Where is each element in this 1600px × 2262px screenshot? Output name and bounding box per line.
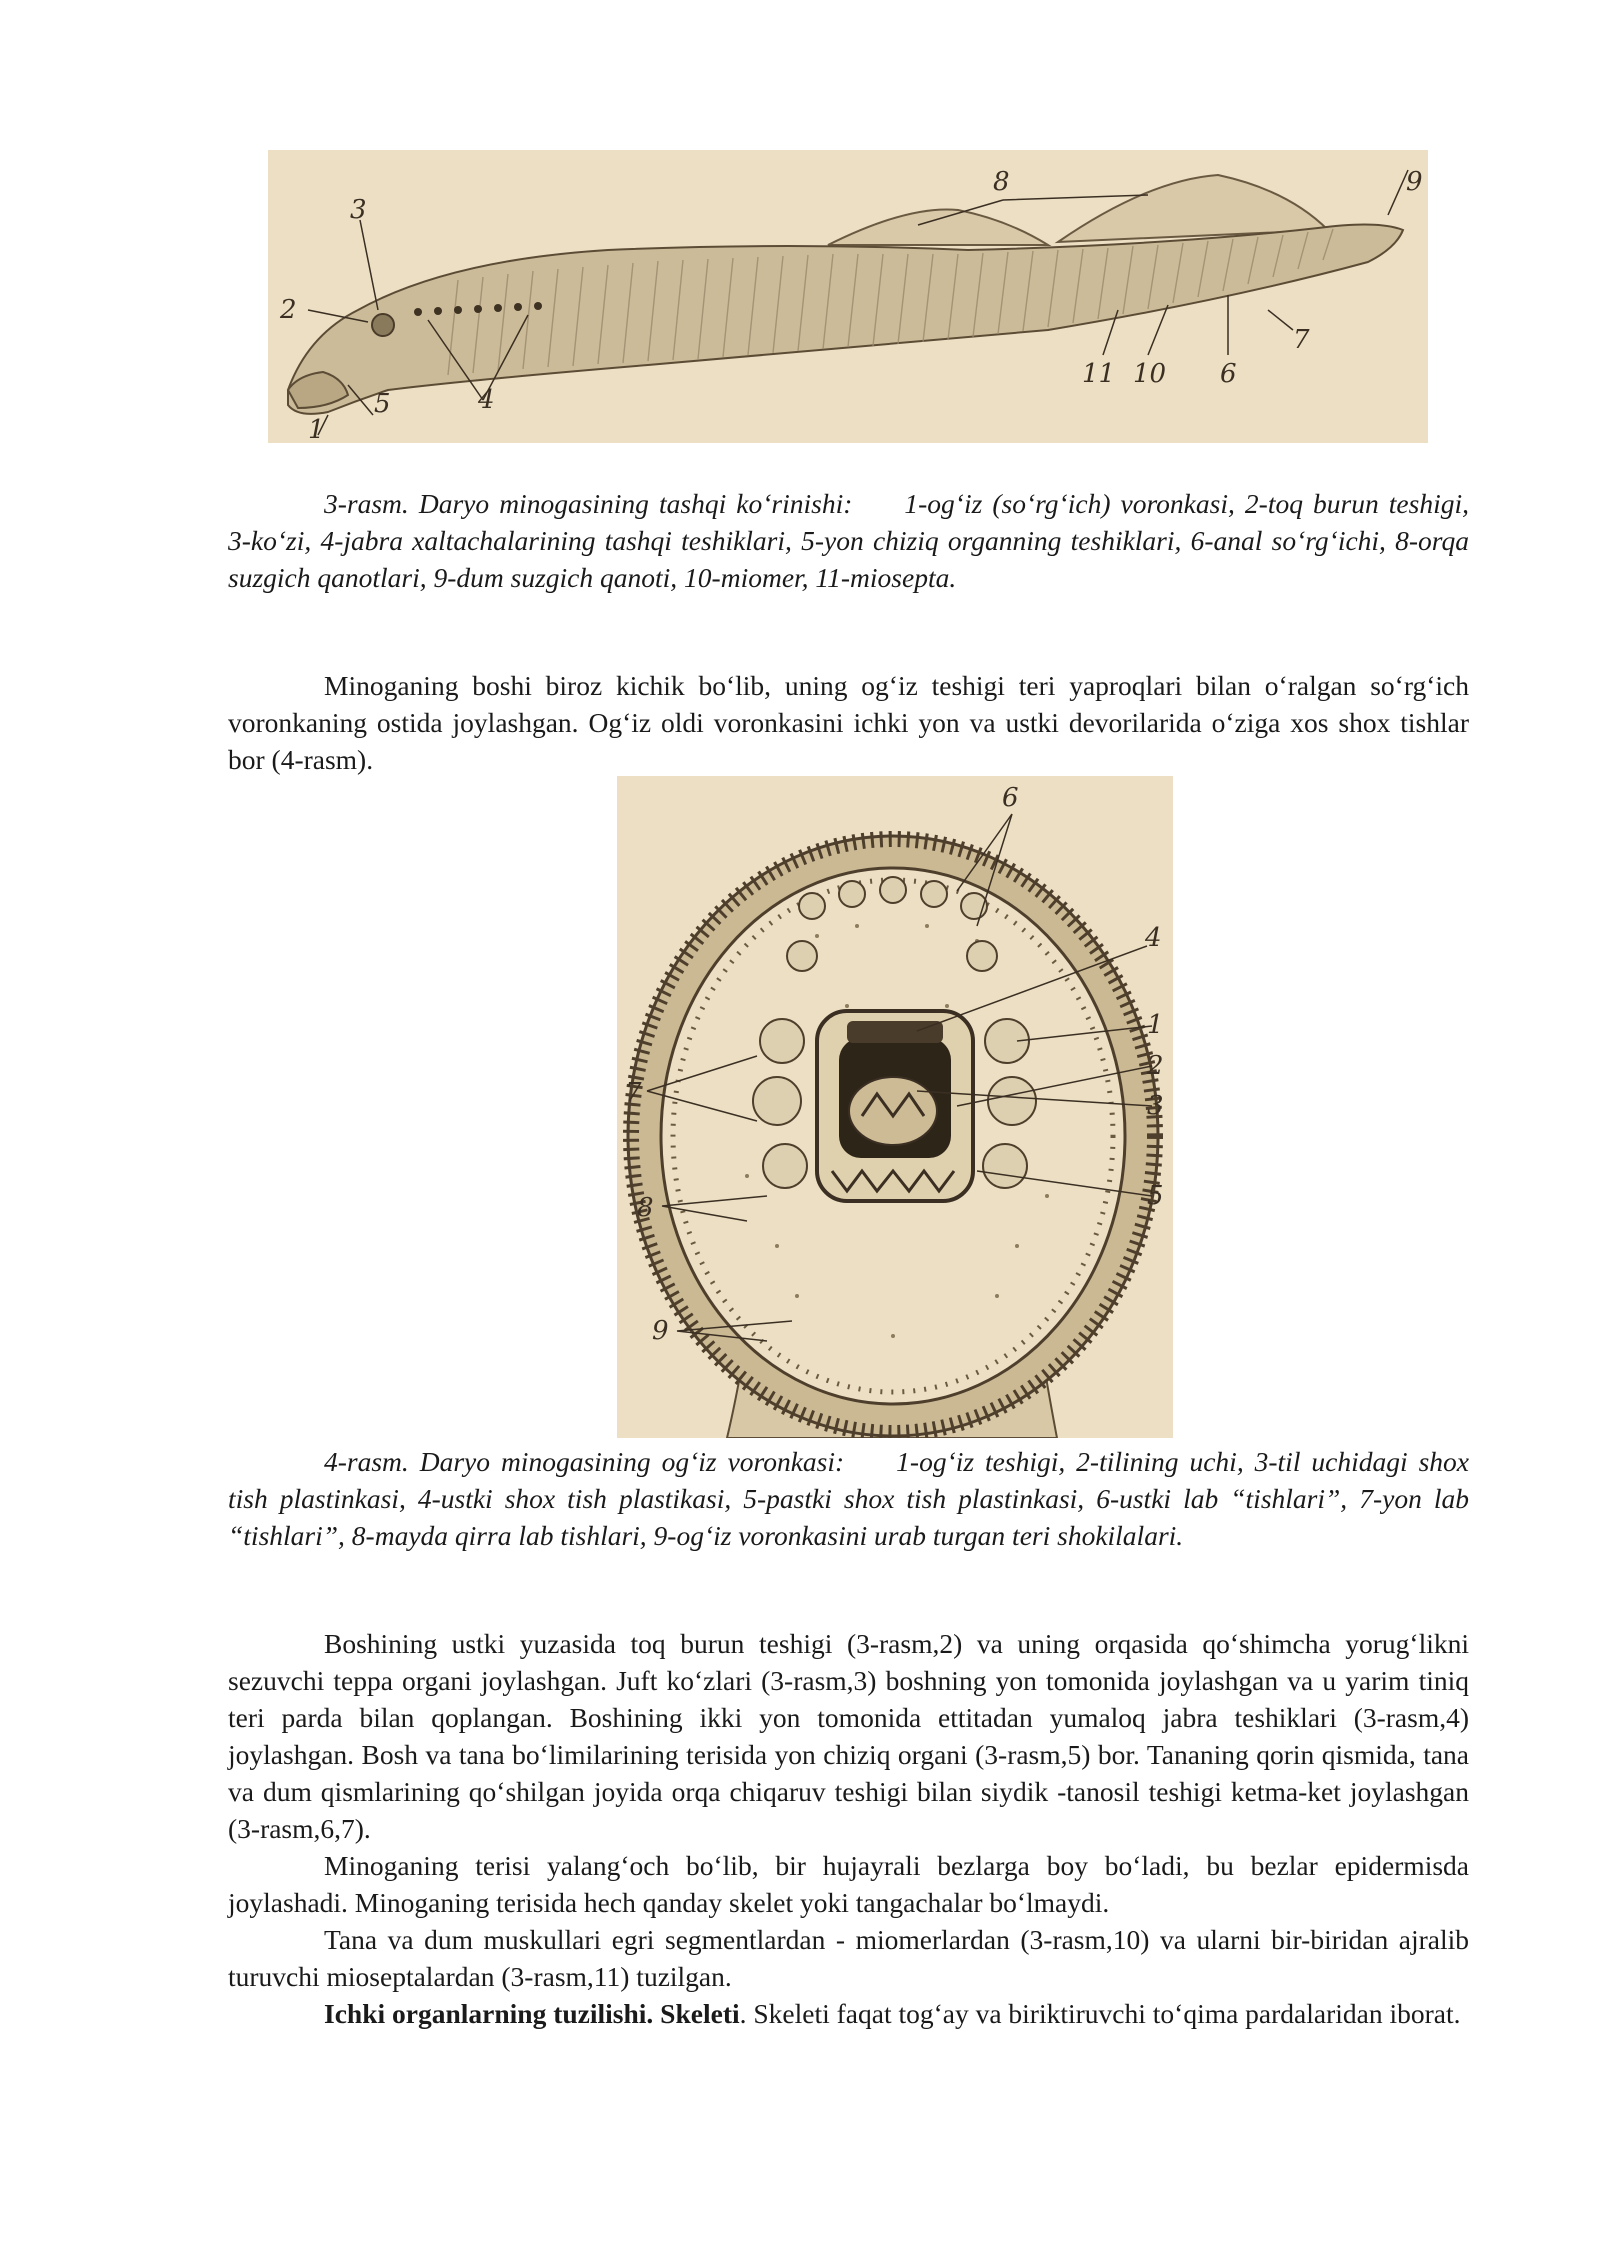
paragraph-4 [228,1921,1469,1995]
figure-3-lamprey-illustration [268,150,1428,443]
fig4-label-2: 2 [1147,1051,1164,1081]
figure-3-caption [228,485,1469,596]
fig4-label-3: 3 [1147,1091,1164,1121]
fig4-label-8: 8 [637,1193,654,1223]
paragraph-1-text: Minoganing boshi biroz kichik bo‘lib, uning og‘iz teshigi teri yaproqlari bilan o‘ralgan so‘rg‘ich voronkaning ostida joylashgan. Og‘iz oldi voronkasini ichki yon va ustki devorilarida o‘ziga xos shox tishlar bor (4-rasm). [228,670,1469,775]
fig4-label-5: 5 [1147,1181,1164,1211]
figure-4-caption-text: 1-og‘iz teshigi, 2-tilining uchi, 3-til uchidagi shox tish plastinkasi, 4-ustki shox tish plastikasi, 5-pastki shox tish plastinkasi, 6-ustki lab “tishlari”, 7-yon lab “tishlari”, 8-mayda qirra lab tishlari, 9-og‘iz voronkasini urab turgan teri shokilalari. [228,1446,1469,1551]
paragraph-3-text: Minoganing terisi yalang‘och bo‘lib, bir hujayrali bezlarga boy bo‘ladi, bu bezlar epidermisda joylashadi. Minoganing terisida hech qanday skelet yoki tangachalar bo‘lmaydi. [228,1850,1469,1918]
fig3-label-11: 11 [1082,359,1116,389]
paragraph-2 [228,1625,1469,1847]
fig3-label-6: 6 [1220,359,1237,389]
fig4-label-7: 7 [625,1078,642,1108]
fig3-label-1: 1 [308,415,325,443]
fig3-label-9: 9 [1406,167,1423,197]
fig4-label-9: 9 [652,1316,669,1346]
figure-4-caption-title: 4-rasm. Daryo minogasining og‘iz voronkasi: [324,1446,845,1477]
fig4-label-4: 4 [1145,923,1162,953]
fig3-label-5: 5 [374,389,391,419]
paragraph-5 [228,1995,1469,2032]
paragraph-1 [228,667,1469,778]
fig3-label-4: 4 [478,385,495,415]
fig3-label-7: 7 [1293,325,1310,355]
figure-4-oral-funnel-illustration [617,776,1173,1438]
figure-4-caption [228,1443,1469,1554]
fig4-label-6: 6 [1002,783,1019,813]
fig3-label-3: 3 [350,195,367,225]
figure-3-caption-text: 1-og‘iz (so‘rg‘ich) voronkasi, 2-toq burun teshigi, 3-ko‘zi, 4-jabra xaltachalarining tashqi teshiklari, 5-yon chiziq organning teshiklari, 6-anal so‘rg‘ichi, 8-orqa suzgich qanotlari, 9-dum suzgich qanoti, 10-miomer, 11-miosepta. [228,488,1469,593]
paragraph-2-text: Boshining ustki yuzasida toq burun teshigi (3-rasm,2) va uning orqasida qo‘shimcha yorug‘likni sezuvchi teppa organi joylashgan. Juft ko‘zlari (3-rasm,3) boshning yon tomonida joylashgan va u yarim tiniq teri parda bilan qoplangan. Boshining ikki yon tomonida ettitadan yumaloq jabra teshiklari (3-rasm,4) joylashgan. Bosh va tana bo‘limilarining terisida yon chiziq organi (3-rasm,5) bor. Tananing qorin qismida, tana va dum qismlarining qo‘shilgan joyida orqa chiqaruv teshigi bilan siydik -tanosil teshigi ketma-ket joylashgan (3-rasm,6,7). [228,1628,1469,1844]
section-heading-internal-organs: Ichki organlarning tuzilishi. Skeleti [324,1998,740,2029]
fig3-label-8: 8 [993,167,1010,197]
paragraph-3 [228,1847,1469,1921]
figure-3-caption-title: 3-rasm. Daryo minogasining tashqi ko‘rinishi: [324,488,853,519]
fig3-label-10: 10 [1133,359,1167,389]
fig3-label-2: 2 [280,295,297,325]
fig4-label-1: 1 [1147,1010,1164,1040]
paragraph-5-text: . Skeleti faqat tog‘ay va biriktiruvchi to‘qima pardalaridan iborat. [739,1998,1461,2029]
paragraph-4-text: Tana va dum muskullari egri segmentlardan - miomerlardan (3-rasm,10) va ularni bir-biridan ajralib turuvchi mioseptalardan (3-rasm,11) tuzilgan. [228,1924,1469,1992]
